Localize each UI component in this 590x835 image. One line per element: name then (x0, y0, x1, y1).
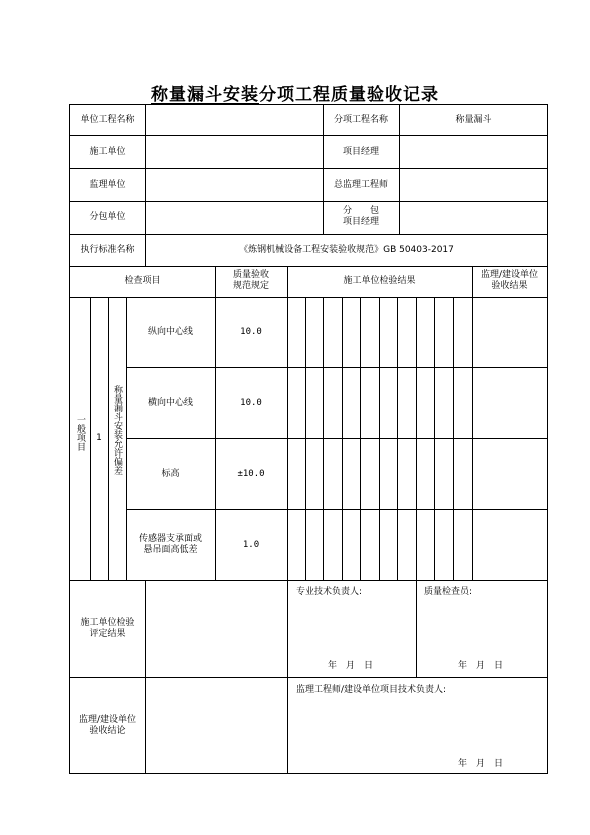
subcontract-manager-label (323, 206, 399, 228)
subcontract-unit-label: 分包单位 (89, 212, 126, 222)
item-value: 10.0 (240, 398, 262, 408)
quality-spec-header (215, 270, 287, 292)
acceptance-signer-label: 监理工程师/建设单位项目技术负责人: (296, 685, 447, 695)
grid-line (453, 297, 454, 580)
grid-line (70, 168, 547, 169)
evaluation-date-right: 年 月 日 (458, 661, 504, 671)
acceptance-date: 年 月 日 (458, 759, 504, 769)
evaluation-label-line2: 评定结果 (89, 629, 126, 639)
grid-line (379, 297, 380, 580)
general-category: 一般项目 (75, 415, 85, 451)
grid-line (70, 266, 547, 267)
grid-line (126, 438, 547, 439)
evaluation-label (70, 618, 145, 640)
grid-line (472, 266, 473, 580)
check-items-header: 检查项目 (124, 276, 161, 286)
item-value: 1.0 (242, 540, 260, 550)
inspection-form (69, 104, 548, 774)
grid-line (70, 234, 547, 235)
grid-line (145, 580, 146, 773)
quality-spec-header-line2: 规范规定 (232, 281, 269, 291)
grid-line (70, 297, 547, 298)
grid-line (287, 580, 288, 773)
supervision-result-header-line2: 验收结果 (491, 281, 528, 291)
title-suffix: 分项工程质量验收记录 (259, 85, 439, 105)
grid-line (323, 297, 324, 580)
acceptance-label-line2: 验收结论 (89, 726, 126, 736)
grid-line (416, 297, 417, 580)
item-name-line2: 悬吊面高低差 (143, 545, 198, 555)
standard-value: 《炼钢机械设备工程安装验收规范》GB 50403-2017 (239, 245, 454, 255)
grid-line (397, 297, 398, 580)
title-prefix: 称量漏斗安装 (151, 85, 259, 105)
grid-line (126, 367, 547, 368)
quality-inspector-signature-label: 质量检查员: (424, 587, 473, 597)
grid-line (145, 105, 146, 234)
grid-line (70, 677, 547, 678)
item-name: 标高 (161, 469, 180, 479)
standard-label: 执行标准名称 (80, 245, 135, 255)
sub-item-value[interactable]: 称量漏斗 (455, 115, 492, 125)
project-manager-label: 项目经理 (342, 147, 379, 157)
general-index: 1 (96, 433, 102, 443)
item-value: ±10.0 (237, 469, 265, 479)
grid-line (215, 266, 216, 580)
construction-unit-label: 施工单位 (89, 147, 126, 157)
item-name: 纵向中心线 (147, 327, 193, 337)
quality-spec-header-line1: 质量验收 (232, 270, 269, 280)
construction-result-header: 施工单位检验结果 (343, 276, 416, 286)
grid-line (360, 297, 361, 580)
general-group: 称量漏斗安装允许偏差 (112, 385, 122, 475)
grid-line (70, 580, 547, 581)
item-name-line1: 传感器支承面或 (138, 534, 202, 544)
tech-lead-signature-label: 专业技术负责人: (296, 587, 363, 597)
grid-line (70, 135, 547, 136)
evaluation-date-left: 年 月 日 (328, 661, 374, 671)
grid-line (108, 297, 109, 580)
item-name (126, 534, 215, 556)
item-value: 10.0 (240, 327, 262, 337)
supervision-result-header (472, 270, 547, 292)
grid-line (342, 297, 343, 580)
chief-supervisor-label: 总监理工程师 (333, 180, 388, 190)
page-title (0, 80, 590, 105)
subcontract-manager-label-line2: 项目经理 (342, 217, 379, 227)
grid-line (434, 297, 435, 580)
sub-item-label: 分项工程名称 (333, 115, 388, 125)
subcontract-manager-label-line1: 分 包 (342, 206, 379, 216)
grid-line (416, 580, 417, 677)
grid-line (305, 297, 306, 580)
item-name: 横向中心线 (147, 398, 193, 408)
acceptance-label (70, 715, 145, 737)
unit-project-label: 单位工程名称 (80, 115, 135, 125)
grid-line (70, 201, 547, 202)
supervision-result-header-line1: 监理/建设单位 (480, 270, 539, 280)
grid-line (126, 509, 547, 510)
supervision-unit-label: 监理单位 (89, 180, 126, 190)
grid-line (287, 266, 288, 580)
acceptance-label-line1: 监理/建设单位 (78, 715, 137, 725)
evaluation-label-line1: 施工单位检验 (80, 618, 135, 628)
